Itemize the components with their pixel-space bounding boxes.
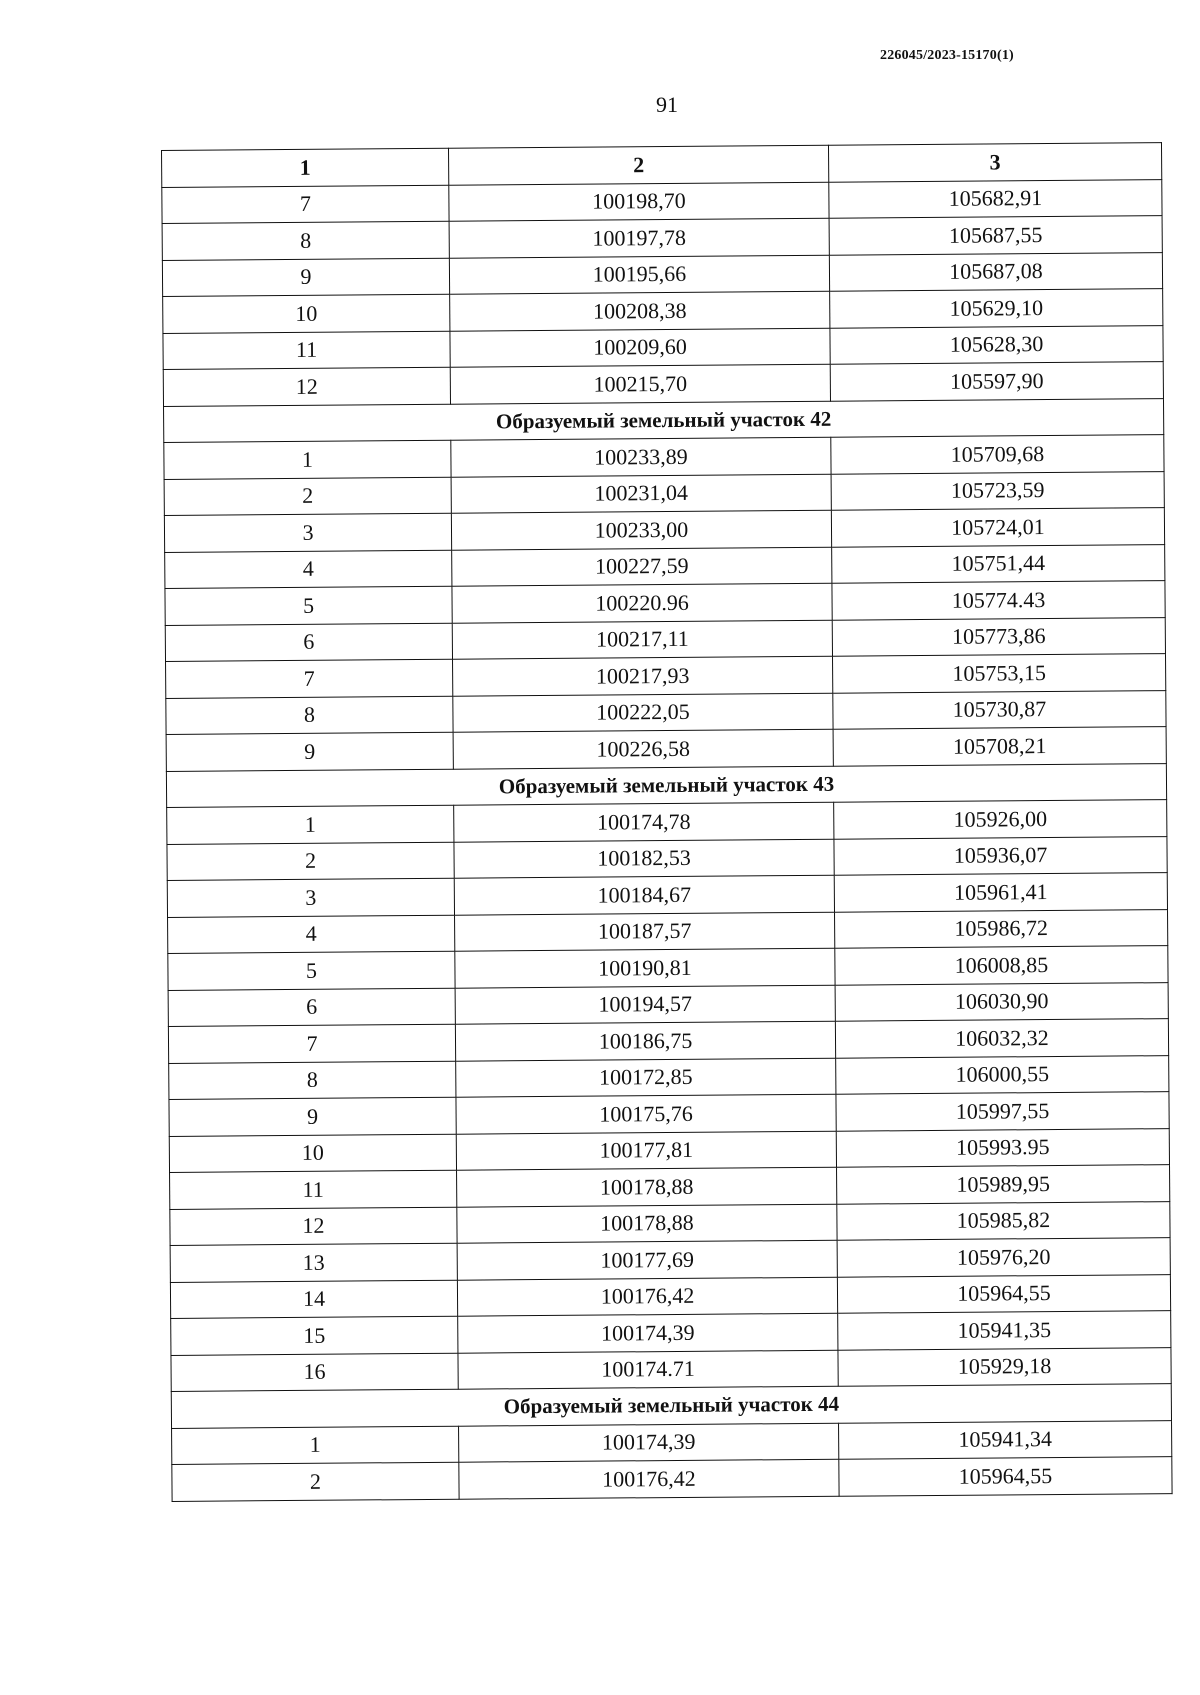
y-coordinate-cell: 105730,87 (833, 690, 1166, 729)
y-coordinate-cell: 105628,30 (830, 325, 1163, 364)
x-coordinate-cell: 100175,76 (456, 1094, 836, 1133)
section-title: Образуемый земельный участок 44 (171, 1384, 1171, 1428)
x-coordinate-cell: 100174,39 (458, 1313, 838, 1352)
y-coordinate-cell: 105936,07 (834, 836, 1167, 875)
point-number-cell: 9 (166, 732, 453, 771)
point-number-cell: 13 (170, 1243, 457, 1282)
point-number-cell: 1 (172, 1426, 459, 1465)
y-coordinate-cell: 105985,82 (837, 1201, 1170, 1240)
x-coordinate-cell: 100226,58 (453, 729, 833, 768)
x-coordinate-cell: 100177,81 (456, 1131, 836, 1170)
x-coordinate-cell: 100178,88 (457, 1167, 837, 1206)
point-number-cell: 2 (172, 1462, 459, 1501)
point-number-cell: 8 (162, 221, 449, 260)
point-number-cell: 1 (167, 805, 454, 844)
y-coordinate-cell: 105708,21 (833, 727, 1166, 766)
y-coordinate-cell: 105723,59 (831, 471, 1164, 510)
x-coordinate-cell: 100187,57 (455, 912, 835, 951)
point-number-cell: 1 (164, 440, 451, 479)
y-coordinate-cell: 106032,32 (835, 1019, 1168, 1058)
y-coordinate-cell: 106008,85 (835, 946, 1168, 985)
point-number-cell: 4 (165, 550, 452, 589)
y-coordinate-cell: 105629,10 (830, 289, 1163, 328)
y-coordinate-cell: 105929,18 (838, 1347, 1171, 1386)
point-number-cell: 9 (162, 258, 449, 297)
y-coordinate-cell: 105709,68 (831, 435, 1164, 474)
point-number-cell: 7 (166, 659, 453, 698)
y-coordinate-cell: 105993.95 (836, 1128, 1169, 1167)
y-coordinate-cell: 106000,55 (836, 1055, 1169, 1094)
x-coordinate-cell: 100177,69 (457, 1240, 837, 1279)
y-coordinate-cell: 105961,41 (834, 873, 1167, 912)
point-number-cell: 4 (168, 915, 455, 954)
y-coordinate-cell: 105997,55 (836, 1092, 1169, 1131)
y-coordinate-cell: 105976,20 (837, 1238, 1170, 1277)
x-coordinate-cell: 100217,93 (453, 656, 833, 695)
column-header-y: 3 (828, 143, 1161, 182)
table-row (172, 1457, 1172, 1501)
point-number-cell: 7 (168, 1024, 455, 1063)
x-coordinate-cell: 100176,42 (459, 1459, 839, 1498)
y-coordinate-cell: 105941,35 (838, 1311, 1171, 1350)
point-number-cell: 7 (162, 185, 449, 224)
y-coordinate-cell: 105986,72 (835, 909, 1168, 948)
x-coordinate-cell: 100231,04 (451, 474, 831, 513)
y-coordinate-cell: 105989,95 (837, 1165, 1170, 1204)
y-coordinate-cell: 105941,34 (839, 1420, 1172, 1459)
point-number-cell: 2 (164, 477, 451, 516)
x-coordinate-cell: 100172,85 (456, 1058, 836, 1097)
point-number-cell: 12 (163, 367, 450, 406)
point-number-cell: 9 (169, 1097, 456, 1136)
x-coordinate-cell: 100208,38 (450, 291, 830, 330)
x-coordinate-cell: 100174.71 (458, 1350, 838, 1389)
y-coordinate-cell: 105964,55 (839, 1457, 1172, 1496)
section-title: Образуемый земельный участок 43 (166, 763, 1166, 807)
point-number-cell: 5 (168, 951, 455, 990)
page-number: 91 (656, 92, 678, 117)
point-number-cell: 6 (168, 988, 455, 1027)
y-coordinate-cell: 105964,55 (837, 1274, 1170, 1313)
y-coordinate-cell: 105724,01 (831, 508, 1164, 547)
x-coordinate-cell: 100182,53 (454, 839, 834, 878)
point-number-cell: 8 (169, 1061, 456, 1100)
point-number-cell: 11 (170, 1170, 457, 1209)
point-number-cell: 11 (163, 331, 450, 370)
point-number-cell: 6 (165, 623, 452, 662)
x-coordinate-cell: 100198,70 (449, 182, 829, 221)
x-coordinate-cell: 100184,67 (454, 875, 834, 914)
x-coordinate-cell: 100222,05 (453, 693, 833, 732)
point-number-cell: 2 (167, 842, 454, 881)
x-coordinate-cell: 100186,75 (455, 1021, 835, 1060)
x-coordinate-cell: 100215,70 (450, 364, 830, 403)
x-coordinate-cell: 100190,81 (455, 948, 835, 987)
y-coordinate-cell: 105597,90 (830, 362, 1163, 401)
x-coordinate-cell: 100227,59 (452, 547, 832, 586)
coordinates-table (161, 142, 1173, 1501)
point-number-cell: 10 (169, 1134, 456, 1173)
point-number-cell: 16 (171, 1353, 458, 1392)
x-coordinate-cell: 100195,66 (449, 255, 829, 294)
y-coordinate-cell: 105773,86 (832, 617, 1165, 656)
point-number-cell: 15 (171, 1316, 458, 1355)
x-coordinate-cell: 100217,11 (452, 620, 832, 659)
point-number-cell: 3 (167, 878, 454, 917)
x-coordinate-cell: 100197,78 (449, 218, 829, 257)
point-number-cell: 12 (170, 1207, 457, 1246)
x-coordinate-cell: 100233,00 (451, 510, 831, 549)
x-coordinate-cell: 100174,39 (459, 1423, 839, 1462)
x-coordinate-cell: 100174,78 (454, 802, 834, 841)
point-number-cell: 14 (170, 1280, 457, 1319)
y-coordinate-cell: 105687,55 (829, 216, 1162, 255)
y-coordinate-cell: 105751,44 (832, 544, 1165, 583)
x-coordinate-cell: 100176,42 (457, 1277, 837, 1316)
point-number-cell: 10 (163, 294, 450, 333)
point-number-cell: 8 (166, 696, 453, 735)
y-coordinate-cell: 105687,08 (829, 252, 1162, 291)
y-coordinate-cell: 106030,90 (835, 982, 1168, 1021)
x-coordinate-cell: 100209,60 (450, 328, 830, 367)
y-coordinate-cell: 105682,91 (829, 179, 1162, 218)
section-title: Образуемый земельный участок 42 (164, 398, 1164, 442)
point-number-cell: 3 (164, 513, 451, 552)
y-coordinate-cell: 105774.43 (832, 581, 1165, 620)
x-coordinate-cell: 100233,89 (451, 437, 831, 476)
column-header-number: 1 (162, 148, 449, 187)
document-id: 226045/2023-15170(1) (880, 48, 1014, 63)
x-coordinate-cell: 100178,88 (457, 1204, 837, 1243)
table-body (162, 179, 1172, 1501)
x-coordinate-cell: 100220.96 (452, 583, 832, 622)
x-coordinate-cell: 100194,57 (455, 985, 835, 1024)
y-coordinate-cell: 105753,15 (832, 654, 1165, 693)
y-coordinate-cell: 105926,00 (834, 800, 1167, 839)
point-number-cell: 5 (165, 586, 452, 625)
column-header-x: 2 (448, 145, 828, 184)
